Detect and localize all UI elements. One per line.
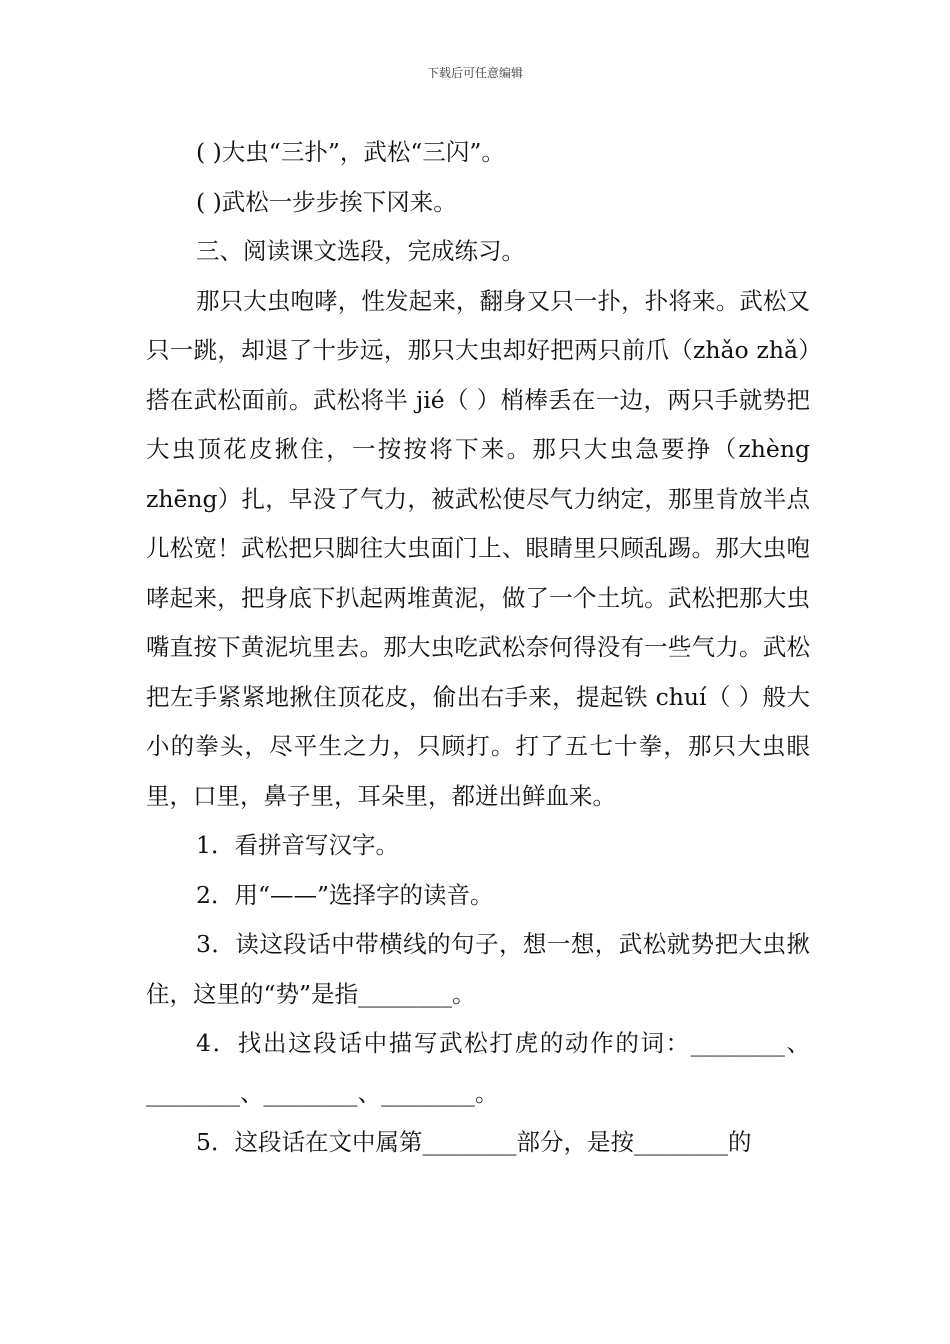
question-1: 1．看拼音写汉字。 — [196, 831, 399, 859]
section-heading: 三、阅读课文选段，完成练习。 — [196, 237, 525, 265]
exercise-line-1: ( )大虫“三扑”，武松“三闪”。 — [196, 138, 505, 166]
question-2: 2．用“——”选择字的读音。 — [196, 880, 494, 909]
question-5: 5．这段话在文中属第________部分，是按________的 — [196, 1128, 752, 1156]
reading-passage: 那只大虫咆哮，性发起来，翻身又只一扑，扑将来。武松又只一跳，却退了十步远，那只大虫却好把两只前爪（zhǎo zhǎ）搭在武松面前。武松将半 jié（ ）梢棒丢在一边，两只手就势把大虫顶花皮揪住，一按按将下来。那只大虫急要挣（zhèng zhēng）扎，早没了气力，被武松使尽气力纳定，那里肯放半点儿松宽！武松把只脚往大虫面门上、眼睛里只顾乱踢。那大虫咆哮起来，把身底下扒起两堆黄泥，做了一个土坑。武松把那大虫嘴直按下黄泥坑里去。那大虫吃武松奈何得没有一些气力。武松把左手紧紧地揪住顶花皮，偷出右手来，提起铁 chuí（ ）般大小的拳头，尽平生之力，只顾打。打了五七十拳，那只大虫眼里，口里，鼻子里，耳朵里，都迸出鲜血来。 — [146, 286, 810, 810]
document-body — [146, 128, 810, 1168]
page-header-note: 下载后可任意编辑 — [426, 66, 523, 80]
exercise-line-2: ( )武松一步步挨下冈来。 — [196, 187, 457, 216]
question-3: 3．读这段话中带横线的句子，想一想，武松就势把大虫揪住，这里的“势”是指________。 — [146, 930, 810, 1008]
question-4: 4．找出这段话中描写武松打虎的动作的词：________、________、________、________。 — [146, 1029, 810, 1107]
